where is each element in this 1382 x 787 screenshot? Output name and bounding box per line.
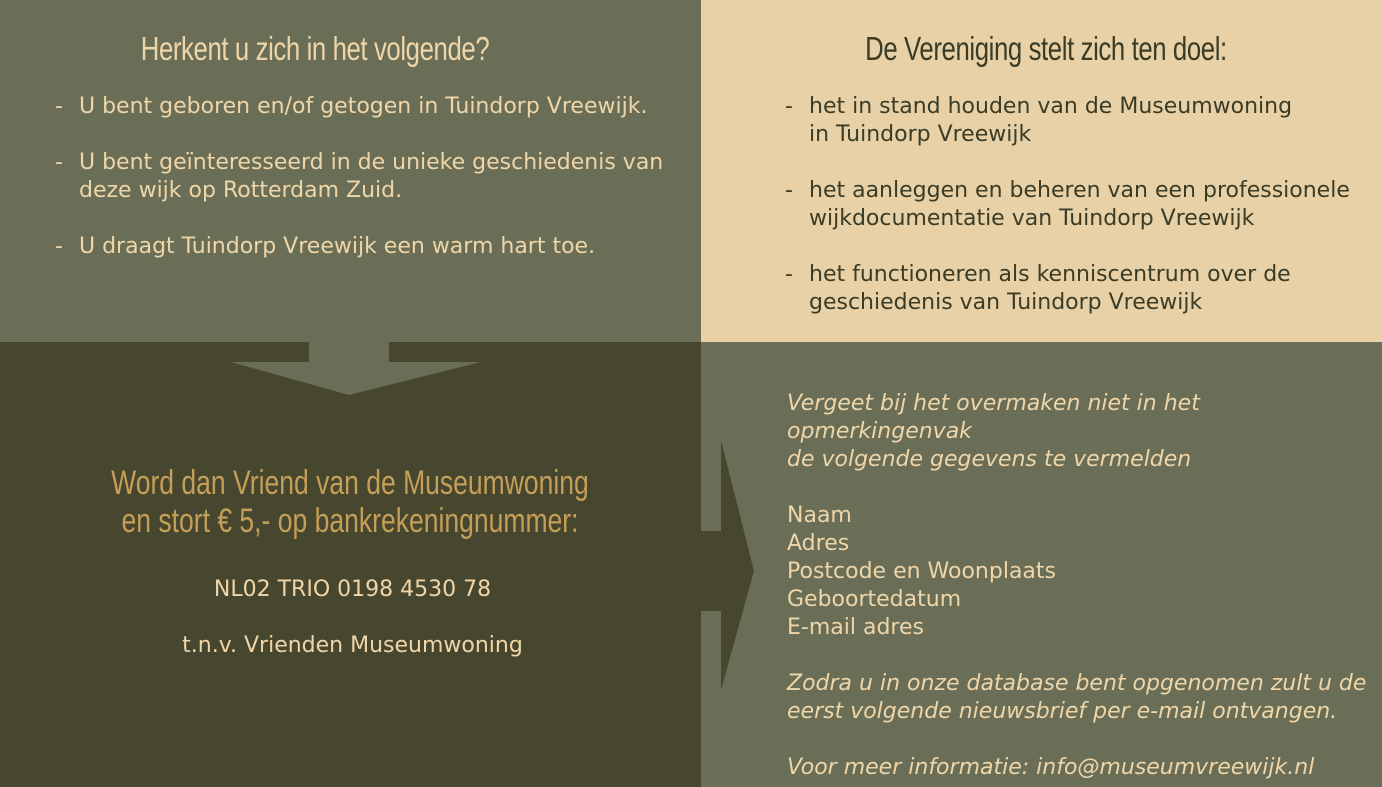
membership-panel: [0, 342, 701, 787]
bullet-dash: -: [785, 262, 793, 287]
goals-list: [785, 93, 1365, 345]
goals-heading: De Vereniging stelt zich ten doel:: [865, 30, 1227, 67]
recognition-panel: [0, 0, 701, 342]
transfer-details-panel: [701, 342, 1382, 787]
list-item: [785, 177, 1365, 233]
list-item-text: U bent geboren en/of getogen in Tuindorp Vreewijk.: [79, 94, 648, 119]
list-item: [785, 261, 1365, 317]
goals-panel: [701, 0, 1382, 342]
recognition-list: [55, 93, 675, 289]
bullet-dash: -: [55, 150, 63, 175]
required-field: Postcode en Woonplaats: [787, 559, 1057, 584]
account-holder: t.n.v. Vrienden Museumwoning: [182, 633, 523, 658]
required-field: Naam: [787, 503, 852, 528]
required-field: Geboortedatum: [787, 587, 962, 612]
bullet-dash: -: [55, 234, 63, 259]
list-item: [55, 233, 675, 261]
transfer-details: [787, 390, 1377, 782]
list-item-text: het in stand houden van de Museumwoning in Tuindorp Vreewijk: [809, 94, 1293, 147]
newsletter-note: Zodra u in onze database bent opgenomen zult u de eerst volgende nieuwsbrief per e-mail ontvangen.: [787, 671, 1367, 724]
recognition-heading: Herkent u zich in het volgende?: [140, 30, 490, 67]
bullet-dash: -: [55, 94, 63, 119]
bullet-dash: -: [785, 94, 793, 119]
bank-account-number: NL02 TRIO 0198 4530 78: [213, 577, 492, 602]
list-item: [55, 149, 675, 205]
list-item-text: U bent geïnteresseerd in de unieke geschiedenis van deze wijk op Rotterdam Zuid.: [79, 150, 664, 203]
contact-info: Voor meer informatie: info@museumvreewijk.nl: [787, 755, 1315, 780]
list-item: [55, 93, 675, 121]
list-item: [785, 93, 1365, 149]
transfer-instructions: Vergeet bij het overmaken niet in het opmerkingenvak de volgende gegevens te vermelden: [787, 391, 1200, 472]
list-item-text: het functioneren als kenniscentrum over de geschiedenis van Tuindorp Vreewijk: [809, 262, 1291, 315]
list-item-text: U draagt Tuindorp Vreewijk een warm hart toe.: [79, 234, 596, 259]
required-field: Adres: [787, 531, 850, 556]
required-field: E-mail adres: [787, 615, 924, 640]
membership-heading: Word dan Vriend van de Museumwoning en stort € 5,- op bankrekeningnummer:: [111, 464, 589, 540]
list-item-text: het aanleggen en beheren van een professionele wijkdocumentatie van Tuindorp Vreewijk: [809, 178, 1350, 231]
bullet-dash: -: [785, 178, 793, 203]
arrow-right-icon: [701, 440, 755, 692]
arrow-down-icon: [229, 342, 483, 396]
